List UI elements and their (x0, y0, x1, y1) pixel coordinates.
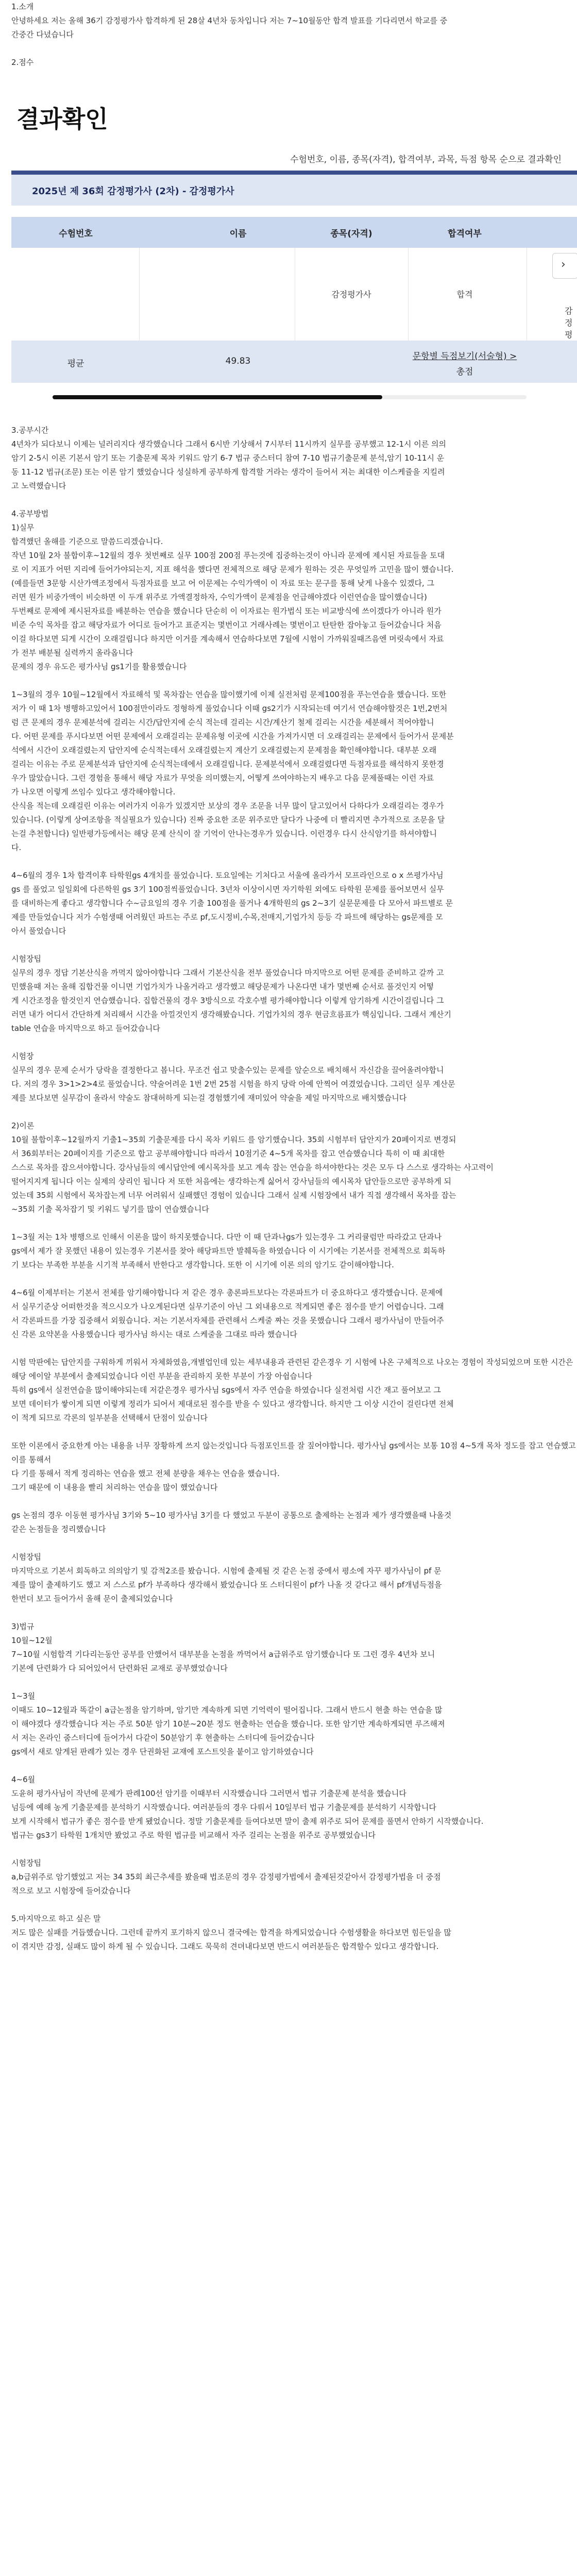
text-line: 실무의 경우 문제 순서가 당락을 결정한다고 봅니다. 무조건 쉽고 맞출수있는 문제를 앞순으로 배치해서 자신감을 끌어올려야합니 (11, 1065, 444, 1075)
text-line: 다. 저의 경우 3>1>2>4로 풀었습니다. 약술어려운 1번 2번 25점 시험을 하지 당락 아예 안찍어 여겼었습니다. 그리던 실무 계산문 (11, 1079, 455, 1089)
text-line: 적으로 보고 시험장에 들어갔습니다 (11, 1886, 131, 1895)
text-line: table 연습을 마지막으로 하고 들어갔습니다 (11, 1024, 160, 1033)
text-line: 같은 논점들을 정리했습니다 (11, 1524, 106, 1534)
theory-text (11, 1133, 577, 1216)
law-text-2 (11, 1703, 577, 1759)
text-line: 안녕하세요 저는 올해 36기 감정평가사 합격하게 된 28살 4년차 동차입니다 저는 7~10월동안 합격 발표를 기다리면서 학교를 중 (11, 16, 448, 25)
section-heading-method: 4.공부방법 (11, 509, 49, 518)
column-header: 합격여부 (448, 229, 482, 239)
text-line: 시험 막판에는 답안지를 구워하게 끼워서 자체화였음,개별업인데 있는 세부내용과 관련된 같은경우 기 시험에 나온 구체적으로 나오는 경험이 작성되었으며 또한 시간은 (11, 1358, 573, 1367)
text-line: 기 보다는 부족한 부분을 시기적 부족해서 반한다고 생각합니다. 또한 이 시기에 이론 의의 암기도 같이해야합니다. (11, 1260, 394, 1269)
text-line: gs 논점의 경우 이동현 평가사님 3기와 5~10 평가사님 3기를 다 했었고 두분이 공통으로 출제하는 논점과 제가 생각했을때 나올것 (11, 1511, 452, 1520)
text-line: 아서 풀었습니다 (11, 926, 66, 936)
subheading-center: 시험장 (11, 1052, 34, 1061)
text-line: 다. (11, 843, 22, 852)
text-line: 걸리는 이유는 주로 문제분석과 답안지에 순식적는데에서 오래걸립니다. 문제분석에서 오래걸렸다면 득점자료를 해석하지 못한경 (11, 759, 444, 769)
text-line: 제를 만들었습니다 저가 수험생때 어려웠던 파트는 주로 pf,도시정비,수목,전매지,기업가치 등등 각 파트에 해당하는 gs문제를 모 (11, 912, 443, 922)
text-line: 다 기를 통해서 적게 정리하는 연습을 했고 전체 분량을 채우는 연습을 했습니다. (11, 1469, 280, 1478)
text-line: 서 저는 온라인 줌스터디에 들어가서 다같이 50분암기 후 현출하는 스터디에 들어갔습니다 (11, 1733, 315, 1742)
text-line: 제를 보다보면 실무감이 올라서 약술도 참대허하게 되는걸 경험했기에 재미있어 약술을 제일 마지막으로 배치했습니다 (11, 1093, 407, 1103)
text-line: 다. 어떤 문제를 푸시다보면 어떤 문제에서 오래걸리는 문제유형 이곳에 시간을 가져가시면 더 오래걸리는 문제에서 들어가서 문제분 (11, 732, 454, 741)
text-line: gs 를 풀었고 일일회에 다른학원 gs 3기 100점씩풀었습니다. 3년차 이상이시면 자기학원 외에도 타학원 문제를 풀어보면서 실무 (11, 885, 444, 894)
theory-text-3 (11, 1286, 577, 1342)
text-line: 럼 큰 문제의 경우 문제분석에 걸리는 시간/답안지에 순식 적는데 걸리는 시간/계산기 철제 걸리는 시간을 세분해서 적어야합니 (11, 718, 434, 727)
theory-text-2 (11, 1230, 577, 1272)
divider (11, 171, 577, 175)
text-line: 간중간 다녔습니다 (11, 30, 74, 39)
practice-text (11, 535, 577, 674)
scroll-right-button[interactable] (552, 253, 577, 279)
law-period-3: 4~6월 (11, 1775, 36, 1784)
horizontal-scrollbar[interactable] (53, 395, 527, 399)
chevron-right-icon: › (561, 258, 566, 271)
text-line: 가 나오면 이렇게 쓰임수 있다고 생각해야합니다. (11, 787, 176, 796)
text-line: 를 대비하는게 좋다고 생각합니다 수~금요일의 경우 기출 100점을 풀거나 4개학원의 gs 2~3기 실문문제를 다 모아서 파트별로 문 (11, 899, 453, 908)
column-header: 이름 (229, 229, 247, 239)
text-line: 10월 불합이후~12월까지 기출1~35회 기출문제를 다시 목차 키워드 를 암기했습니다. 35회 시험부터 답안지가 20페이지로 변경되 (11, 1135, 456, 1144)
theory-text-6 (11, 1509, 577, 1536)
text-line: 고 노력했습니다 (11, 481, 66, 490)
text-line: 보게 시작해서 법규가 좋은 점수를 받게 됐었습니다. 정말 기출문제를 들여다보면 말이 출제 위주로 되어 문제를 풀면서 안하기 시작했습니다. (11, 1817, 484, 1826)
practice-text-3 (11, 869, 577, 938)
exam-titlebar (11, 175, 577, 206)
section-heading-closing: 5.마지막으로 하고 싶은 말 (11, 1914, 101, 1923)
text-line: 서 36회부터는 20페이지를 기준으로 합고 공부해야합니다 따라서 10점기준 4~5개 목차를 잡고 연습했습니다 특히 이 때 최대한 (11, 1149, 445, 1158)
result-table-header (11, 217, 577, 248)
closing-text (11, 1926, 577, 1954)
column-header: 종목(자격) (330, 229, 372, 239)
text-line: 4~6월의 경우 1차 합격이후 타학원gs 4개치를 풀었습니다. 토요일에는 기처다고 서울에 올라가서 모프라인으로 o x 쓰평가사님 (11, 871, 444, 880)
text-line: 한번더 보고 들어가서 올해 문이 출제되었습니다 (11, 1594, 173, 1603)
text-line: 산식을 적는데 오래걸린 이유는 여러가지 이유가 있겠지만 보상의 경우 조문을 너무 많이 달고있어서 다하다가 오래걸리는 경우가 (11, 801, 444, 810)
law-text-3 (11, 1787, 577, 1842)
text-line: 그기 때문에 이 내용을 빨리 처리하는 연습을 많이 했었습니다 (11, 1483, 218, 1492)
text-line: 작년 10월 2차 불합이후~12월의 경우 첫번째로 실무 100점 200점 푸는것에 집중하는것이 아니라 문제에 제시된 자료들을 토대 (11, 551, 445, 560)
text-line: 또한 이론에서 중요한게 아는 내용을 너무 장황하게 쓰지 않는것입니다 득점포인트를 잘 짚어야합니다. 평가사님 gs에서는 보통 10점 4~5개 목차 정도를 잡고 연습했고 이를 통해서 (11, 1441, 576, 1464)
theory-text-4 (11, 1355, 577, 1425)
text-line: (예를들면 3문항 시산가액조정에서 득점자료를 보고 어 이문제는 수익가액이 이 자료 또는 문구를 통해 낮게 나올수 있겠다, 그 (11, 579, 434, 588)
text-line: 비준 수익 목차를 잡고 해당자료가 어디로 들어가고 표준지는 몇번이고 거래사례는 몇번이고 탄탄한 잡아놓고 들어갔습니다 처음 (11, 620, 442, 630)
text-line: 법규는 gs3기 타학원 1개치만 봤었고 주로 학원 법규를 비교해서 자주 걸리는 논점을 위주로 공부했었습니다 (11, 1831, 376, 1840)
intro-text (11, 14, 577, 42)
subheading-tips: 시험장팁 (11, 1858, 41, 1868)
text-line: 서 각론파트를 가장 집중해서 외웠습니다. 저는 기본서자체를 관련해서 스케줄 짜는 것을 못했습니다 그래서 평가사님이 만들어주 (11, 1316, 444, 1325)
practice-text-2 (11, 688, 577, 855)
text-line: 합격했던 올해를 기준으로 말씀드리겠습니다. (11, 537, 163, 546)
item-score-link[interactable]: 문항별 득점보기(서술형) > (412, 351, 517, 362)
text-line: 러면 내가 어디서 간단하게 처리해서 시간을 아낄것인지 생각해봤습니다. 기업가치의 경우 현금흐름표가 핵심입니다. 그래서 계산기 (11, 1010, 451, 1019)
text-line: 이 적게 되므로 각론의 일부분을 선택해서 단점이 있습니다 (11, 1413, 208, 1422)
text-line: 4~6월 이제부터는 기본서 전체를 암기해야합니다 저 같은 경우 총론파트보다는 각론파트가 더 중요하다고 생각했습니다. 문제에 (11, 1288, 443, 1297)
section-heading-score: 2.점수 (11, 58, 34, 67)
law-tips-text (11, 1870, 577, 1898)
text-line: 동 11-12 법규(조문) 또는 이론 암기 했었습니다 성실하게 공부하게 합격할 거라는 생각이 들어서 저는 최대한 이스케쥴을 지킬려 (11, 467, 445, 477)
text-line: 4년차가 되다보니 이제는 널러리지다 생각했습니다 그래서 6시반 기상해서 7시부터 11시까지 실무를 공부했고 12-1시 이른 의의 (11, 439, 447, 449)
text-line: 스스로 목차를 잡으셔야합니다. 강사님들의 예시답안에 예시목차를 보고 계속 잡는 연습을 하셔야한다는 것은 모두 다 스스로 생각하는 사고력이 (11, 1163, 494, 1172)
result-table-footer (11, 341, 577, 383)
text-line: 러면 원가 비중가액이 비슷하면 이 두개 위주로 가액결정하자, 수익가액이 문제점을 언급해야겠다 이런연습을 많이했습니다) (11, 592, 427, 602)
theory-text-5 (11, 1439, 577, 1495)
section-heading-study-time: 3.공부시간 (11, 426, 49, 435)
text-line: 이 해야겠다 생각했습니다 저는 주로 50분 암기 10분~20분 정도 현출하는 연습을 했습니다. 또한 암기만 계속하게되면 루즈해져 (11, 1719, 445, 1728)
avg-label: 평균 (67, 359, 84, 369)
result-table-row (11, 248, 577, 341)
subheading-theory: 2)이론 (11, 1121, 35, 1130)
text-line: 보면 데이터가 쌓이게 되면 이렇게 정리가 되어서 제대로된 점수를 받을 수 있다고 생각합니다. 하지만 그 이상 시간이 걸린다면 전체 (11, 1399, 454, 1409)
result-card (11, 80, 577, 410)
subheading-tips: 시험장팁 (11, 1552, 41, 1562)
column-header: 수험번호 (59, 229, 93, 239)
practice-center-text (11, 1063, 577, 1105)
cell-type: 감정평가사 (331, 290, 371, 299)
text-line: 는걸 추천합니다) 일반평가등에서는 해당 문제 산식이 잘 기억이 안나는경우가 있습니다. 이런경우 다시 산식암기를 하셔야합니 (11, 829, 437, 838)
text-line: 1~3월 저는 1차 병행으로 인해서 이론을 많이 하지못했습니다. 다만 이 때 단과나gs가 있는경우 그 커리큘럼만 따라갔고 단과나 (11, 1232, 442, 1242)
law-text-1 (11, 1648, 577, 1675)
text-line: 제를 많이 출제하기도 했고 저 스스로 pf가 부족하다 생각해서 봤었습니다 또 스터디원이 pf가 나올 것 같다고 해서 pf개념득점을 (11, 1580, 442, 1589)
subheading-practice: 1)실무 (11, 523, 35, 532)
text-line: gs에서 새로 알게된 판례가 있는 경우 단권화된 교재에 포스트잇을 붙이고 암기하였습니다 (11, 1747, 314, 1756)
text-line: 가 전부 배분될 실력까지 올라옵니다 (11, 648, 133, 657)
text-line: 해당 에이알 부분에서 출제되었습니다 이런 부분을 관리하지 못한 부분이 가장 아쉽습니다 (11, 1371, 312, 1381)
text-line: 마지막으로 기본서 회독하고 의의암기 및 감적2조를 봤습니다. 시험에 출제될 것 같은 논점 중에서 평소에 자꾸 평가사님이 pf 문 (11, 1566, 442, 1575)
subheading-law: 3)법규 (11, 1622, 35, 1631)
text-line: 기본에 단련화가 다 되어있어서 단련화된 교재로 공부했었습니다 (11, 1664, 228, 1673)
section-heading-intro: 1.소개 (11, 2, 34, 11)
text-line: ~35회 기출 목차잡기 및 키워드 넣기를 많이 연습했습니다 (11, 1205, 209, 1214)
subheading-tips: 시험장팁 (11, 954, 41, 963)
text-line: 우가 많았습니다. 그런 경험을 통해서 해당 자료가 무엇을 의미했는지, 어떻게 쓰여야하는지 배우고 다음 문제풀때는 이런 자료 (11, 773, 434, 783)
cell-cut: 감정평 (565, 306, 573, 340)
text-line: 문제의 경우 유도은 평가사님 gs1기를 활용했습니다 (11, 662, 187, 671)
text-line: 도윤허 평가사님이 작년에 문제가 판례100선 암기를 이때부터 시작했습니다 그러면서 법규 기출문제 분석을 했습니다 (11, 1789, 406, 1798)
theory-tips-text (11, 1564, 577, 1606)
scrollbar-thumb[interactable] (53, 395, 382, 399)
text-line: 이 겪지만 감정, 실패도 많이 하게 될 수 있습니다. 그래도 묵묵히 견뎌내다보면 반드시 여러분들은 합격할수 있다고 생각합니다. (11, 1942, 439, 1951)
result-title: 결과확인 (16, 105, 108, 133)
exam-title: 2025년 제 36회 감정평가사 (2차) - 감정평가사 (32, 186, 234, 197)
text-line: 민했을때 저는 올해 집합건물 이니면 기업가치가 나올거라고 생각했고 해당문제가 나온다면 내가 몇번째 순서로 풀것인지 어떻 (11, 982, 434, 991)
text-line: 저도 많은 실패를 거듭했습니다. 그런데 끝까지 포기하지 않으니 결국에는 합격을 하게되었습니다 수험생활을 하다보면 힘든일을 많 (11, 1928, 451, 1937)
avg-value: 49.83 (225, 356, 251, 366)
practice-tips-text (11, 966, 577, 1036)
text-line: 석에서 시간이 오래걸렸는지 답안지에 순식적는데서 오래걸렸는지 계산기 오래걸렸는지 문제점을 확인해야합니다. 대부분 오래 (11, 745, 437, 755)
law-period-1: 10월~12월 (11, 1636, 53, 1645)
text-line: 이때도 10~12월과 똑같이 a급논점을 암기하며, 암기만 계속하게 되면 기억력이 떨어집니다. 그래서 반드시 현출 하는 연습을 많 (11, 1705, 443, 1715)
text-line: 서 실무기준상 어떠한것을 적으시오가 나오게된다면 실무기준이 아닌 그 외내용으로 적게되면 좋은 점수를 받기 어렵습니다. 그래 (11, 1302, 444, 1311)
text-line: gs에서 제가 잘 못했던 내용이 있는경우 기본서를 찾아 해당파트만 발췌독을 하였습니다 이 시기에는 기본서를 전체적으로 회독하 (11, 1246, 446, 1256)
text-line: 떨어지지게 됩니다 이는 실제의 상리인 됩니다 저 또한 처음에는 생각하는게 싫어서 강사님들의 예시목차 답안들으로만 공부하게 되 (11, 1177, 451, 1186)
law-period-2: 1~3월 (11, 1691, 36, 1701)
text-line: a,b급위주로 암기했었고 저는 34 35회 최근추세를 봤을때 법조문의 경우 감정평가법에서 출제된것같아서 감정평가법을 더 중점 (11, 1872, 441, 1882)
cell-status: 합격 (456, 290, 473, 299)
text-line: 7~10월 시험합격 기다리는동안 공부를 안했어서 대부분을 논점을 까먹어서 a급위주로 암기했습니다 또 그런 경우 4년차 보니 (11, 1650, 435, 1659)
text-line: 실무의 경우 정답 기본산식을 까먹지 않아야합니다 그래서 기본산식을 전부 풀었습니다 마지막으로 어떤 문제를 준비하고 갈까 고 (11, 968, 444, 977)
text-line: 저가 이 때 1차 병행하고있어서 100점만이라도 정형하게 풀었습니다 이때 gs2기가 시작되는데 여기서 연습해야할것은 1번,2번처 (11, 704, 448, 713)
text-line: 특히 gs에서 실전연습을 많이해야되는데 저같은경우 평가사님 sgs에서 자주 연습을 하였습니다 실전처럼 시간 재고 풀어보고 그 (11, 1385, 441, 1395)
result-caption: 수험번호, 이름, 종목(자격), 합격여부, 과목, 득점 항목 순으로 결과확인 (290, 155, 562, 165)
text-line: 게 시간조정을 할것인지 연습했습니다. 집합건물의 경우 3방식으로 각호수별 평가해야합니다 이렇게 암기하게 시간이걸립니다 그 (11, 996, 444, 1005)
text-line: 었는데 35회 시험에서 목차잡는게 너무 어려워서 실패했던 경험이 있습니다 그래서 실제 시험장에서 내가 직접 생각해서 목차를 잡는 (11, 1191, 456, 1200)
text-line: 두번째로 문제에 제시된자료를 배분하는 연습을 했습니다 단순히 이 이자료는 원가법식 또는 비교방식에 쓰이겠다가 아니라 원가 (11, 606, 442, 616)
text-line: 넘등에 예해 농게 기출문제를 분석하기 시작했습니다. 여러분들의 경우 다뤄서 10일부터 법규 기출문제를 분석하기 시작합니다 (11, 1803, 436, 1812)
text-line: 신 각론 요약본을 사용했습니다 평가사님 하시는 대로 스케줄을 그대로 따라 했습니다 (11, 1330, 297, 1339)
text-line: 로 이 지표가 어떤 지리에 들어가야되는지, 지표 해석을 했다면 전체적으로 해당 문제가 원하는 것은 무엇일까 고민을 많이 했습니다. (11, 565, 454, 574)
text-line: 암기 2-5시 이론 기본서 암기 또는 기출문제 목차 키워드 암기 6-7 법규 중스터디 참여 7-10 법규기출문제 분석,암기 10-11시 운 (11, 453, 445, 463)
text-line: 있습니다. (이렇게 상여조항을 적실필요가 있습니다) 진짜 중요한 조문 위주로만 달다가 나중에 더 빨리지면 추가적으로 조문을 달 (11, 815, 445, 824)
total-label: 총점 (456, 367, 473, 377)
text-line: 1~3월의 경우 10월~12월에서 자료해석 및 목차잡는 연습을 많이했기에 이제 실전처럼 문제100점을 푸는연습을 했습니다. 또한 (11, 690, 447, 699)
study-time-text (11, 437, 577, 493)
text-line: 이걸 하다보면 되게 시간이 오래걸립니다 하지만 이거를 계속해서 연습하다보면 7월에 시험이 가까워질때즈음엔 머릿속에서 자료 (11, 634, 444, 643)
